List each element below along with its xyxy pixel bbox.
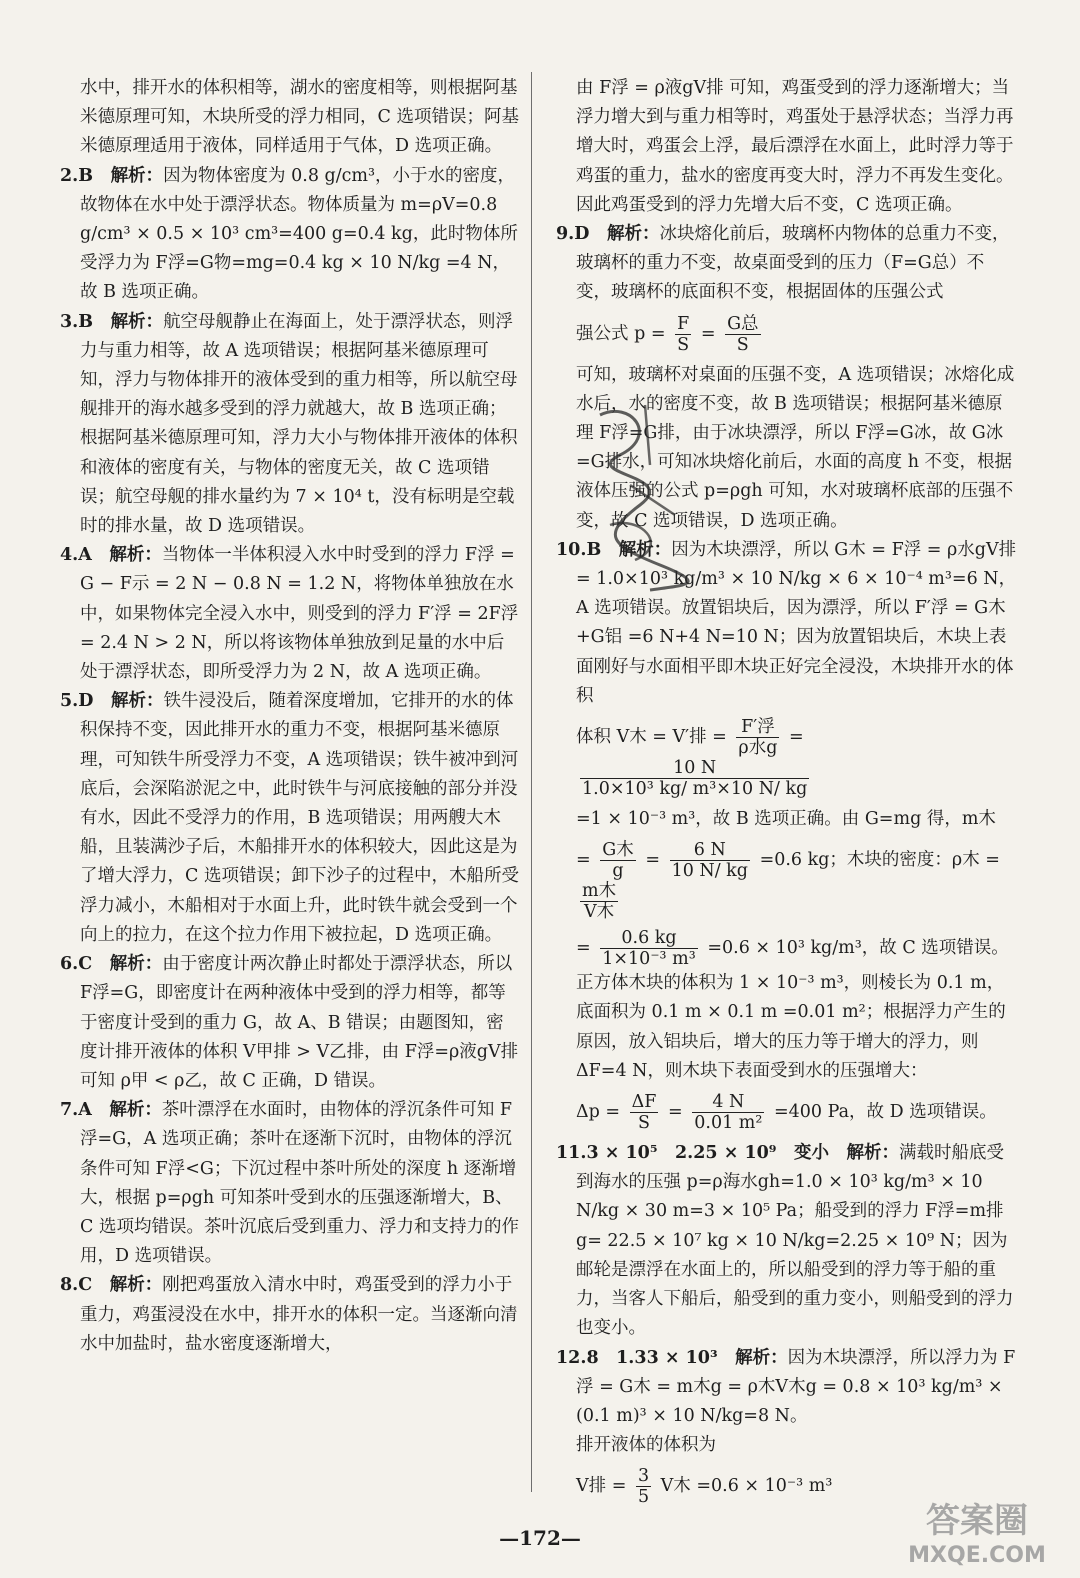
- handwriting-scribble: [590, 395, 700, 595]
- density-formula: = $\frac{0.6 kg}{\text{1×10⁻³ m³}}$ =0.6 × 10³ kg/m³，故 C 选项错误。正方体木块的体积为 1 × 10⁻³ m³，则棱长为 0.1 m，底面积为 0.1 m × 0.1 m =0.01 m²；根据浮力产生的原因，放入铝块后，增大的压力等于增大的浮力，则 ΔF=4 N，则木块下表面受到水的压强增大：: [576, 928, 1009, 1081]
- answer-12: 12.8 1.33 × 10³ 解析：因为木块漂浮，所以浮力为 F浮 = G木 = m木g = ρ木V木g = 0.8 × 10³ kg/m³ × (0.1 m)³ × 10 N/kg=8 N。: [556, 1347, 1016, 1426]
- volume-formula: 体积 V木 = V′排 = $\frac{\text{F′浮}}{\text{ρ水g}}$ = $\frac{10 N}{\text{1.0×10³ kg/ m³×10 N/ kg}}$: [576, 717, 808, 800]
- answer-10: 10.B 解析：因为木块漂浮，所以 G木 = F浮 = ρ水gV排 = 1.0×10³ kg/m³ × 10 N/kg × 6 × 10⁻⁴ m³=6 N，A 选项错误。放置铝块后，因为漂浮，所以 F′浮 = G木+G铝 =6 N+4 N=10 N；因为放置铝块后，木块上表面刚好与水面相平即木块正好完全浸没，木块排开水的体积: [556, 539, 1017, 706]
- answer-2: 2.B 解析：因为物体密度为 0.8 g/cm³，小于水的密度，故物体在水中处于漂浮状态。物体质量为 m=ρV=0.8 g/cm³ × 0.5 × 10³ cm³=400 g=0.4 kg，此时物体所受浮力为 F浮=G物=mg=0.4 kg × 10 N/kg =4 N，故 B 选项正确。: [60, 165, 518, 303]
- answer-1-continued: 水中，排开水的体积相等，湖水的密度相等，则根据阿基米德原理可知，木块所受的浮力相同，C 选项错误；阿基米德原理适用于液体，同样适用于气体，D 选项正确。: [80, 78, 519, 157]
- answer-8: 8.C 解析：刚把鸡蛋放入清水中时，鸡蛋受到的浮力小于重力，鸡蛋浸没在水中，排开水的体积一定。当逐渐向清水中加盐时，盐水密度逐渐增大，: [60, 1275, 518, 1354]
- page-number: —172—: [499, 1526, 581, 1550]
- answer-11: 11.3 × 10⁵ 2.25 × 10⁹ 变小 解析：满载时船底受到海水的压强 p=ρ海水gh=1.0 × 10³ kg/m³ × 10 N/kg × 30 m=3 × 10⁵ Pa；船受到的浮力 F浮=m排g= 22.5 × 10⁷ kg × 10 N/kg=2.25 × 10⁹ N；因为邮轮是漂浮在水面上的，所以船受到的浮力等于船的重力，当客人下船后，船受到的重力变小，则船受到的浮力也变小。: [556, 1143, 1014, 1339]
- pressure-formula: 强公式 p = $\frac{F}{S}$ = $\frac{\text{G总}}{S}$: [576, 313, 759, 355]
- answer-5: 5.D 解析：铁牛浸没后，随着深度增加，它排开的水的体积保持不变，因此排开水的重力不变，根据阿基米德原理，可知铁牛所受浮力不变，A 选项错误；铁牛被冲到河底后，会深陷淤泥之中，此时铁牛与河底接触的部分并没有水，因此不受浮力的作用，B 选项错误；用两艘大木船，且装满沙子后，木船排开水的体积较大，因此这是为了增大浮力，C 选项错误；卸下沙子的过程中，木船所受浮力减小，木船相对于水面上升，此时铁牛就会受到一个向上的拉力，在这个拉力作用下被拉起，D 选项正确。: [60, 691, 519, 945]
- answer-8-continued: 由 F浮 = ρ液gV排 可知，鸡蛋受到的浮力逐渐增大；当浮力增大到与重力相等时，鸡蛋处于悬浮状态；当浮力再增大时，鸡蛋会上浮，最后漂浮在水面上，此时浮力等于鸡蛋的重力，盐水的密度再变大时，浮力不再发生变化。因此鸡蛋受到的浮力先增大后不变，C 选项正确。: [576, 78, 1014, 215]
- watermark-title: 答案圈: [926, 1501, 1028, 1541]
- answer-4: 4.A 解析：当物体一半体积浸入水中时受到的浮力 F浮 = G − F示 = 2 N − 0.8 N = 1.2 N，将物体单独放在水中，如果物体完全浸入水中，则受到的浮力 F′浮 = 2F浮 = 2.4 N > 2 N，所以将该物体单独放到足量的水中后处于漂浮状态，即所受浮力为 2 N，故 A 选项正确。: [60, 545, 519, 683]
- left-column: [60, 74, 520, 1359]
- mass-formula: = $\frac{\text{G木}}{g}$ = $\frac{6 N}{10 N/ kg}$ =0.6 kg；木块的密度：ρ木 = $\frac{\text{m木}}{\text{V木}}$: [576, 840, 1000, 923]
- answer-9-continued: 可知，玻璃杯对桌面的压强不变，A 选项错误；冰熔化成水后，水的密度不变，故 B 选项错误；根据阿基米德原理 F浮=G排，由于冰块漂浮，所以 F浮=G冰，故 G冰=G排水，可知冰块熔化前后，水面的高度 h 不变，根据液体压强的公式 p=ρgh 可知，水对玻璃杯底部的压强不变，故 C 选项错误，D 选项正确。: [576, 364, 1015, 531]
- right-column: [556, 74, 1018, 1513]
- watermark-logo: [892, 1492, 1062, 1570]
- answer-9: 9.D 解析：冰块熔化前后，玻璃杯内物体的总重力不变，玻璃杯的重力不变，故桌面受到的压力（F=G总）不变，玻璃杯的底面积不变，根据固体的压强公式: [556, 224, 1010, 303]
- answer-10-b: =1 × 10⁻³ m³，故 B 选项正确。由 G=mg 得，m木: [576, 809, 996, 830]
- answer-3: 3.B 解析：航空母舰静止在海面上，处于漂浮状态，则浮力与重力相等，故 A 选项错误；根据阿基米德原理可知，浮力与物体排开的液体受到的重力相等，所以航空母舰排开的海水越多受到的浮力就越大，故 B 选项正确；根据阿基米德原理可知，浮力大小与物体排开液体的体积和液体的密度有关，与物体的密度无关，故 C 选项错误；航空母舰的排水量约为 7 × 10⁴ t，没有标明是空载时的排水量，故 D 选项错误。: [60, 311, 518, 537]
- displaced-volume-formula: V排 = $\frac{3}{5}$ V木 =0.6 × 10⁻³ m³: [576, 1466, 833, 1508]
- pressure-change-formula: Δp = $\frac{\Delta F}{S}$ = $\frac{4 N}{\text{0.01 m²}}$ =400 Pa，故 D 选项错误。: [576, 1092, 997, 1134]
- answer-7: 7.A 解析：茶叶漂浮在水面时，由物体的浮沉条件可知 F浮=G，A 选项正确；茶叶在逐渐下沉时，由物体的浮沉条件可知 F浮<G；下沉过程中茶叶所处的深度 h 逐渐增大，根据 p=ρgh 可知茶叶受到水的压强逐渐增大，B、C 选项均错误。茶叶沉底后受到重力、浮力和支持力的作用，D 选项错误。: [60, 1100, 519, 1267]
- column-divider: [531, 72, 532, 1492]
- answer-6: 6.C 解析：由于密度计两次静止时都处于漂浮状态，所以 F浮=G，即密度计在两种液体中受到的浮力相等，都等于密度计受到的重力 G，故 A、B 错误；由题图知，密度计排开液体的体积 V甲排 > V乙排，由 F浮=ρ液gV排 可知 ρ甲 < ρ乙，故 C 正确，D 错误。: [60, 954, 519, 1091]
- answer-12-continued: 排开液体的体积为: [576, 1435, 716, 1456]
- watermark-site: MXQE.COM: [908, 1543, 1046, 1568]
